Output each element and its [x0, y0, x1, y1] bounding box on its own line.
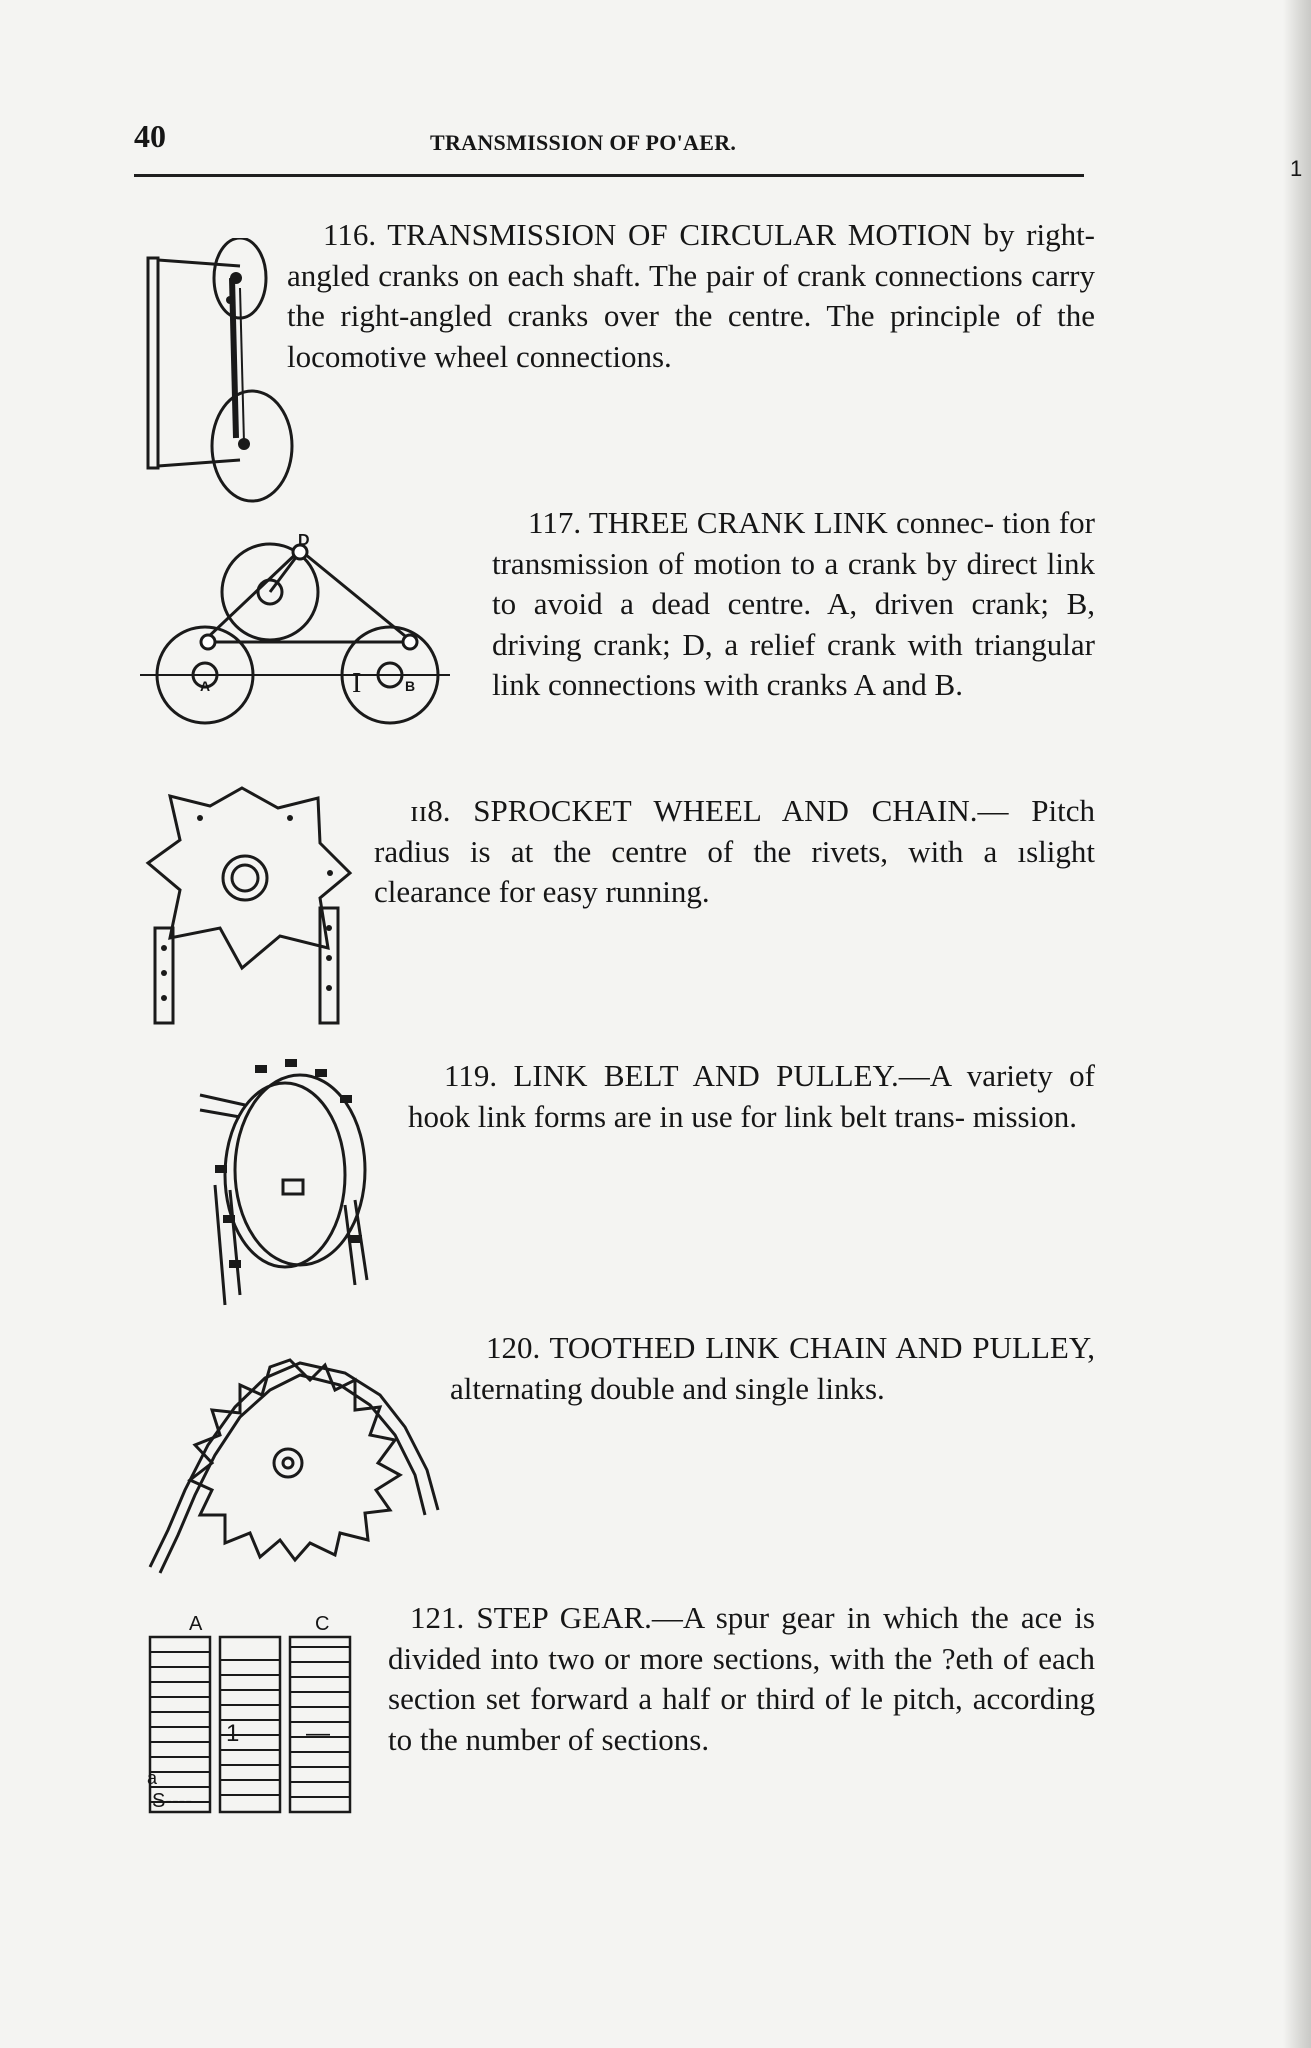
figure-118-sprocket [140, 778, 365, 1028]
page-number: 40 [134, 118, 166, 154]
figure-120-toothed-link-chain [140, 1345, 440, 1585]
figure-121-label-s: S---- [152, 1790, 192, 1812]
figure-116-crank-wheels [140, 238, 300, 508]
figure-117-label-a: A [200, 678, 211, 694]
figure-121-label-1: 1 [226, 1720, 240, 1747]
figure-121-label-dash: — [306, 1720, 330, 1747]
figure-119-link-belt-pulley [195, 1055, 380, 1315]
figure-117-stray-mark: I [352, 668, 362, 699]
edge-mark: 1 [1290, 156, 1303, 181]
section-119-text: 119. LINK BELT AND PULLEY.—A variety of hook link forms are in use for link belt trans- mission. [408, 1058, 1095, 1134]
figure-121-label-c: C [315, 1613, 330, 1635]
section-120-text: 120. TOOTHED LINK CHAIN AND PULLEY, alternating double and single links. [450, 1330, 1095, 1406]
section-117-text: 117. THREE CRANK LINK connec- tion for transmission of motion to a crank by direct link to avoid a dead centre. A, driven crank; B, driving crank; D, a relief crank with triangular link connections with cranks A and B. [492, 505, 1095, 702]
figure-117-three-crank-link [140, 530, 460, 730]
page-spine-shadow [1283, 0, 1311, 2048]
section-116-text: 116. TRANSMISSION OF CIRCULAR MOTION by right-angled cranks on each shaft. The pair of crank connections carry the right-angled cranks over the centre. The principle of the locomotive wheel connections. [287, 217, 1095, 374]
running-head: TRANSMISSION OF PO'AER. [430, 130, 737, 155]
header-rule [134, 174, 1084, 177]
figure-117-label-d: D [298, 532, 310, 549]
figure-117-label-b: B [405, 678, 416, 694]
figure-121-label-a: A [189, 1613, 203, 1635]
section-118-text: ɪɪ8. SPROCKET WHEEL AND CHAIN.— Pitch radius is at the centre of the rivets, with a ıslight clearance for easy running. [374, 793, 1095, 909]
figure-121-label-a-small: a [147, 1768, 158, 1788]
section-121-text: 121. STEP GEAR.—A spur gear in which the ace is divided into two or more sections, with the ?eth of each section set forward a half or third of le pitch, according to the number of sections. [388, 1600, 1095, 1757]
